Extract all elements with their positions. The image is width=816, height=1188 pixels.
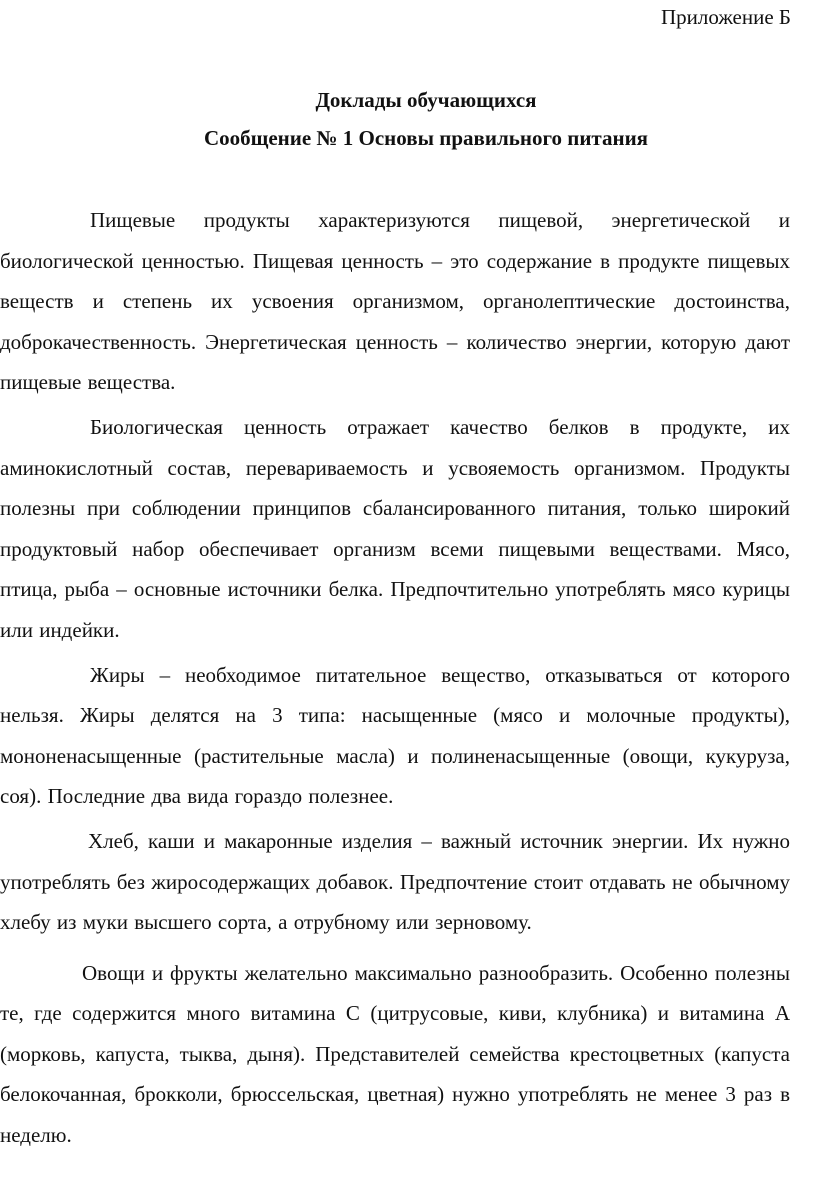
paragraph-fats: Жиры – необходимое питательное вещество, отказываться от которого нельзя. Жиры делятся на 3 типа: насыщенные (мясо и молочные продукты), мононенасыщенные (растительные масла) и полиненасыщенные (овощи, кукуруза, соя). Последние два вида гораздо полезнее. [0, 662, 790, 809]
appendix-label: Приложение Б [660, 5, 791, 29]
paragraph-vegetables-fruits: Овощи и фрукты желательно максимально разнообразить. Особенно полезны те, где содержится много витамина С (цитрусовые, киви, клубника) и витамина А (морковь, капуста, тыква, дыня). Представителей семейства крестоцветных (капуста белокочанная, брокколи, брюссельская, цветная) нужно употреблять не менее 3 раз в неделю. [0, 960, 790, 1148]
document-title: Доклады обучающихся [315, 88, 537, 112]
report-title: Сообщение № 1 Основы правильного питания [203, 126, 649, 150]
paragraph-bread-grains: Хлеб, каши и макаронные изделия – важный источник энергии. Их нужно употреблять без жиросодержащих добавок. Предпочтение стоит отдавать не обычному хлебу из муки высшего сорта, а отрубному или зерновому. [0, 828, 790, 935]
paragraph-nutritional-value: Пищевые продукты характеризуются пищевой, энергетической и биологической ценностью. Пищевая ценность – это содержание в продукте пищевых веществ и степень их усвоения организмом, органолептические достоинства, доброкачественность. Энергетическая ценность – количество энергии, которую дают пищевые вещества. [0, 208, 790, 395]
document-body [0, 200, 790, 1156]
paragraph-biological-value: Биологическая ценность отражает качество белков в продукте, их аминокислотный состав, перевариваемость и усвояемость организмом. Продукты полезны при соблюдении принципов сбалансированного питания, только широкий продуктовый набор обеспечивает организм всеми пищевыми веществами. Мясо, птица, рыба – основные источники белка. Предпочтительно употреблять мясо курицы или индейки. [0, 414, 790, 642]
